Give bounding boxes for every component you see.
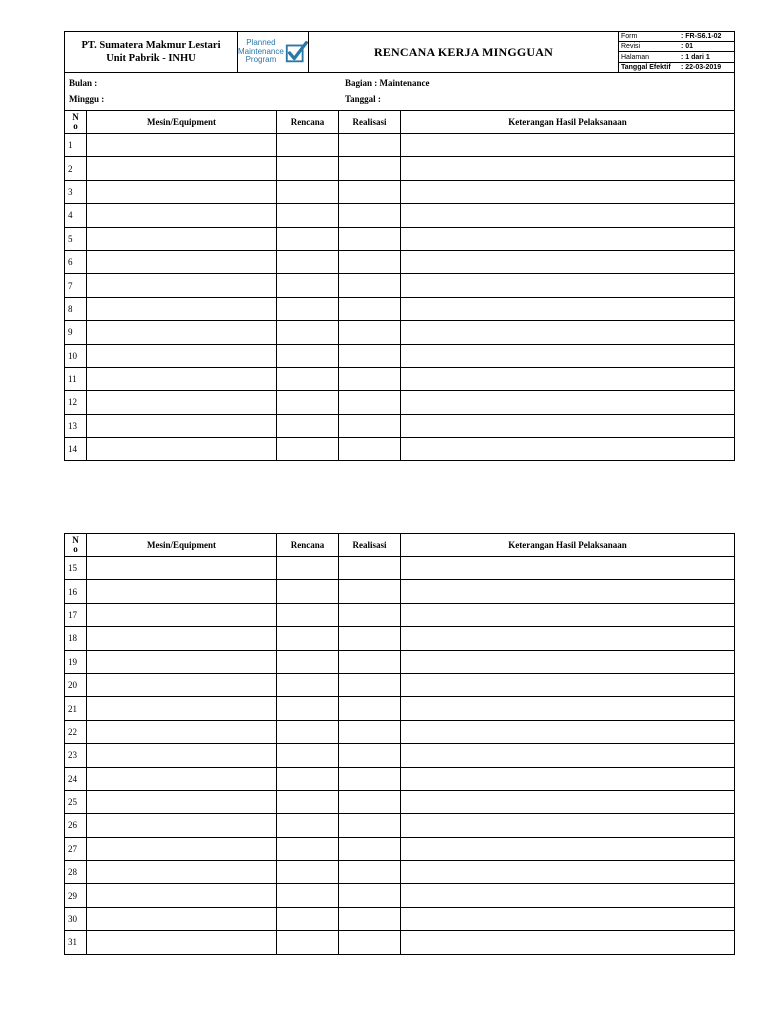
realisasi-cell[interactable] <box>339 344 401 367</box>
mesin-cell[interactable] <box>87 391 277 414</box>
no-cell: 26 <box>65 814 87 837</box>
meta-key: Halaman <box>619 52 679 62</box>
table-row <box>65 720 735 743</box>
no-cell: 6 <box>65 250 87 273</box>
keterangan-cell[interactable] <box>401 627 735 650</box>
realisasi-cell[interactable] <box>339 931 401 954</box>
keterangan-cell[interactable] <box>401 180 735 203</box>
realisasi-cell[interactable] <box>339 673 401 696</box>
pmp-logo <box>238 32 309 72</box>
rencana-cell[interactable] <box>277 321 339 344</box>
keterangan-cell[interactable] <box>401 814 735 837</box>
mesin-cell[interactable] <box>87 321 277 344</box>
table-row <box>65 837 735 860</box>
table-row <box>65 697 735 720</box>
rencana-cell[interactable] <box>277 837 339 860</box>
checkbox-check-icon <box>284 40 308 64</box>
mesin-cell[interactable] <box>87 297 277 320</box>
mesin-cell[interactable] <box>87 367 277 390</box>
mesin-cell[interactable] <box>87 557 277 580</box>
no-cell: 31 <box>65 931 87 954</box>
realisasi-cell[interactable] <box>339 790 401 813</box>
realisasi-cell[interactable] <box>339 697 401 720</box>
meta-key: Revisi <box>619 42 679 52</box>
keterangan-cell[interactable] <box>401 321 735 344</box>
keterangan-cell[interactable] <box>401 204 735 227</box>
rencana-cell[interactable] <box>277 180 339 203</box>
info-block <box>64 72 735 110</box>
rencana-cell[interactable] <box>277 814 339 837</box>
no-cell: 24 <box>65 767 87 790</box>
no-cell: 25 <box>65 790 87 813</box>
no-cell: 27 <box>65 837 87 860</box>
keterangan-cell[interactable] <box>401 907 735 930</box>
table-row <box>65 297 735 320</box>
realisasi-cell[interactable] <box>339 438 401 461</box>
bagian-field[interactable]: Bagian : Maintenance <box>345 78 430 88</box>
keterangan-cell[interactable] <box>401 861 735 884</box>
keterangan-cell[interactable] <box>401 837 735 860</box>
realisasi-cell[interactable] <box>339 767 401 790</box>
mesin-cell[interactable] <box>87 720 277 743</box>
realisasi-cell[interactable] <box>339 391 401 414</box>
realisasi-cell[interactable] <box>339 557 401 580</box>
work-plan-table-1 <box>64 110 735 461</box>
table-row <box>65 250 735 273</box>
mesin-cell[interactable] <box>87 837 277 860</box>
table-row <box>65 557 735 580</box>
keterangan-cell[interactable] <box>401 157 735 180</box>
no-cell: 30 <box>65 907 87 930</box>
mesin-cell[interactable] <box>87 414 277 437</box>
no-cell: 15 <box>65 557 87 580</box>
table-row <box>65 790 735 813</box>
rencana-cell[interactable] <box>277 767 339 790</box>
keterangan-cell[interactable] <box>401 697 735 720</box>
keterangan-cell[interactable] <box>401 297 735 320</box>
keterangan-cell[interactable] <box>401 720 735 743</box>
form-header <box>64 31 735 72</box>
rencana-cell[interactable] <box>277 720 339 743</box>
mesin-cell[interactable] <box>87 157 277 180</box>
col-header-mesin: Mesin/Equipment <box>87 534 277 557</box>
rencana-cell[interactable] <box>277 580 339 603</box>
rencana-cell[interactable] <box>277 250 339 273</box>
rencana-cell[interactable] <box>277 603 339 626</box>
table-row <box>65 321 735 344</box>
no-cell: 10 <box>65 344 87 367</box>
no-cell: 1 <box>65 134 87 157</box>
mesin-cell[interactable] <box>87 767 277 790</box>
no-cell: 19 <box>65 650 87 673</box>
table-row <box>65 931 735 954</box>
table-header-row <box>65 111 735 134</box>
mesin-cell[interactable] <box>87 697 277 720</box>
mesin-cell[interactable] <box>87 673 277 696</box>
tanggal-field[interactable]: Tanggal : <box>345 94 381 104</box>
mesin-cell[interactable] <box>87 134 277 157</box>
realisasi-cell[interactable] <box>339 367 401 390</box>
meta-value: : FR-S6.1-02 <box>679 32 734 42</box>
table-row <box>65 627 735 650</box>
rencana-cell[interactable] <box>277 744 339 767</box>
rencana-cell[interactable] <box>277 931 339 954</box>
table-row <box>65 344 735 367</box>
rencana-cell[interactable] <box>277 438 339 461</box>
meta-row-revisi <box>619 42 734 52</box>
realisasi-cell[interactable] <box>339 321 401 344</box>
mesin-cell[interactable] <box>87 931 277 954</box>
no-cell: 4 <box>65 204 87 227</box>
minggu-field[interactable]: Minggu : <box>69 94 105 104</box>
rencana-cell[interactable] <box>277 297 339 320</box>
mesin-cell[interactable] <box>87 790 277 813</box>
meta-key: Form <box>619 32 679 42</box>
table-row <box>65 861 735 884</box>
no-cell: 13 <box>65 414 87 437</box>
rencana-cell[interactable] <box>277 204 339 227</box>
rencana-cell[interactable] <box>277 861 339 884</box>
table-header-row <box>65 534 735 557</box>
keterangan-cell[interactable] <box>401 438 735 461</box>
table-row <box>65 744 735 767</box>
no-cell: 21 <box>65 697 87 720</box>
col-header-rencana: Rencana <box>277 534 339 557</box>
company-unit: Unit Pabrik - INHU <box>106 53 196 64</box>
rencana-cell[interactable] <box>277 697 339 720</box>
work-plan-table-2 <box>64 533 735 955</box>
rencana-cell[interactable] <box>277 884 339 907</box>
document-meta <box>618 32 734 72</box>
no-cell: 17 <box>65 603 87 626</box>
company-block <box>65 32 238 72</box>
rencana-cell[interactable] <box>277 227 339 250</box>
table-row <box>65 814 735 837</box>
realisasi-cell[interactable] <box>339 884 401 907</box>
table-row <box>65 603 735 626</box>
table-row <box>65 414 735 437</box>
keterangan-cell[interactable] <box>401 931 735 954</box>
realisasi-cell[interactable] <box>339 134 401 157</box>
keterangan-cell[interactable] <box>401 673 735 696</box>
table-row <box>65 227 735 250</box>
realisasi-cell[interactable] <box>339 250 401 273</box>
rencana-cell[interactable] <box>277 627 339 650</box>
rencana-cell[interactable] <box>277 274 339 297</box>
no-cell: 20 <box>65 673 87 696</box>
no-cell: 7 <box>65 274 87 297</box>
realisasi-cell[interactable] <box>339 603 401 626</box>
realisasi-cell[interactable] <box>339 204 401 227</box>
realisasi-cell[interactable] <box>339 837 401 860</box>
logo-word-program: Program <box>245 55 277 65</box>
table-row <box>65 580 735 603</box>
mesin-cell[interactable] <box>87 814 277 837</box>
col-header-realisasi: Realisasi <box>339 534 401 557</box>
mesin-cell[interactable] <box>87 861 277 884</box>
keterangan-cell[interactable] <box>401 344 735 367</box>
rencana-cell[interactable] <box>277 557 339 580</box>
table-row <box>65 650 735 673</box>
realisasi-cell[interactable] <box>339 274 401 297</box>
meta-row-halaman <box>619 52 734 62</box>
table-row <box>65 134 735 157</box>
realisasi-cell[interactable] <box>339 627 401 650</box>
table-row <box>65 767 735 790</box>
no-cell: 5 <box>65 227 87 250</box>
no-cell: 23 <box>65 744 87 767</box>
rencana-cell[interactable] <box>277 134 339 157</box>
logo-text <box>238 39 284 65</box>
mesin-cell[interactable] <box>87 603 277 626</box>
keterangan-cell[interactable] <box>401 414 735 437</box>
keterangan-cell[interactable] <box>401 767 735 790</box>
no-cell: 12 <box>65 391 87 414</box>
realisasi-cell[interactable] <box>339 744 401 767</box>
no-cell: 29 <box>65 884 87 907</box>
keterangan-cell[interactable] <box>401 391 735 414</box>
no-cell: 14 <box>65 438 87 461</box>
keterangan-cell[interactable] <box>401 134 735 157</box>
mesin-cell[interactable] <box>87 580 277 603</box>
mesin-cell[interactable] <box>87 884 277 907</box>
no-cell: 2 <box>65 157 87 180</box>
form-title: RENCANA KERJA MINGGUAN <box>373 44 554 59</box>
table-row <box>65 180 735 203</box>
keterangan-cell[interactable] <box>401 274 735 297</box>
mesin-cell[interactable] <box>87 907 277 930</box>
logo-word-maintenance: Maintenance <box>238 46 284 56</box>
rencana-cell[interactable] <box>277 673 339 696</box>
realisasi-cell[interactable] <box>339 180 401 203</box>
realisasi-cell[interactable] <box>339 227 401 250</box>
rencana-cell[interactable] <box>277 790 339 813</box>
realisasi-cell[interactable] <box>339 720 401 743</box>
keterangan-cell[interactable] <box>401 744 735 767</box>
table-row <box>65 391 735 414</box>
mesin-cell[interactable] <box>87 204 277 227</box>
bulan-field[interactable]: Bulan : <box>69 78 98 88</box>
no-cell: 28 <box>65 861 87 884</box>
meta-row-form <box>619 32 734 42</box>
mesin-cell[interactable] <box>87 627 277 650</box>
meta-value: : 01 <box>679 42 734 52</box>
realisasi-cell[interactable] <box>339 157 401 180</box>
table-row <box>65 907 735 930</box>
mesin-cell[interactable] <box>87 250 277 273</box>
no-cell: 9 <box>65 321 87 344</box>
keterangan-cell[interactable] <box>401 603 735 626</box>
keterangan-cell[interactable] <box>401 227 735 250</box>
realisasi-cell[interactable] <box>339 814 401 837</box>
keterangan-cell[interactable] <box>401 580 735 603</box>
table-row <box>65 367 735 390</box>
mesin-cell[interactable] <box>87 274 277 297</box>
mesin-cell[interactable] <box>87 744 277 767</box>
logo-word-planned: Planned <box>246 38 276 48</box>
col-header-keterangan: Keterangan Hasil Pelaksanaan <box>401 111 735 134</box>
col-header-no: N o <box>65 111 87 134</box>
meta-key: Tanggal Efektif <box>621 63 671 71</box>
rencana-cell[interactable] <box>277 157 339 180</box>
keterangan-cell[interactable] <box>401 557 735 580</box>
rencana-cell[interactable] <box>277 367 339 390</box>
keterangan-cell[interactable] <box>401 250 735 273</box>
realisasi-cell[interactable] <box>339 297 401 320</box>
company-name: PT. Sumatera Makmur Lestari <box>81 40 221 51</box>
no-cell: 22 <box>65 720 87 743</box>
realisasi-cell[interactable] <box>339 580 401 603</box>
meta-row-tanggal-efektif <box>619 62 734 72</box>
rencana-cell[interactable] <box>277 344 339 367</box>
realisasi-cell[interactable] <box>339 414 401 437</box>
meta-value: : 1 dari 1 <box>679 52 734 62</box>
table-row <box>65 274 735 297</box>
mesin-cell[interactable] <box>87 180 277 203</box>
rencana-cell[interactable] <box>277 414 339 437</box>
table-row <box>65 673 735 696</box>
no-cell: 18 <box>65 627 87 650</box>
rencana-cell[interactable] <box>277 391 339 414</box>
col-header-realisasi: Realisasi <box>339 111 401 134</box>
table-row <box>65 438 735 461</box>
rencana-cell[interactable] <box>277 907 339 930</box>
keterangan-cell[interactable] <box>401 367 735 390</box>
col-header-no: N o <box>65 534 87 557</box>
mesin-cell[interactable] <box>87 344 277 367</box>
table-row <box>65 157 735 180</box>
no-cell: 8 <box>65 297 87 320</box>
keterangan-cell[interactable] <box>401 650 735 673</box>
realisasi-cell[interactable] <box>339 907 401 930</box>
table-row <box>65 884 735 907</box>
no-cell: 11 <box>65 367 87 390</box>
col-header-mesin: Mesin/Equipment <box>87 111 277 134</box>
realisasi-cell[interactable] <box>339 650 401 673</box>
keterangan-cell[interactable] <box>401 790 735 813</box>
keterangan-cell[interactable] <box>401 884 735 907</box>
mesin-cell[interactable] <box>87 650 277 673</box>
col-header-rencana: Rencana <box>277 111 339 134</box>
no-cell: 3 <box>65 180 87 203</box>
mesin-cell[interactable] <box>87 438 277 461</box>
meta-value: : 22-03-2019 <box>681 63 722 71</box>
no-cell: 16 <box>65 580 87 603</box>
table-row <box>65 204 735 227</box>
rencana-cell[interactable] <box>277 650 339 673</box>
mesin-cell[interactable] <box>87 227 277 250</box>
col-header-keterangan: Keterangan Hasil Pelaksanaan <box>401 534 735 557</box>
realisasi-cell[interactable] <box>339 861 401 884</box>
